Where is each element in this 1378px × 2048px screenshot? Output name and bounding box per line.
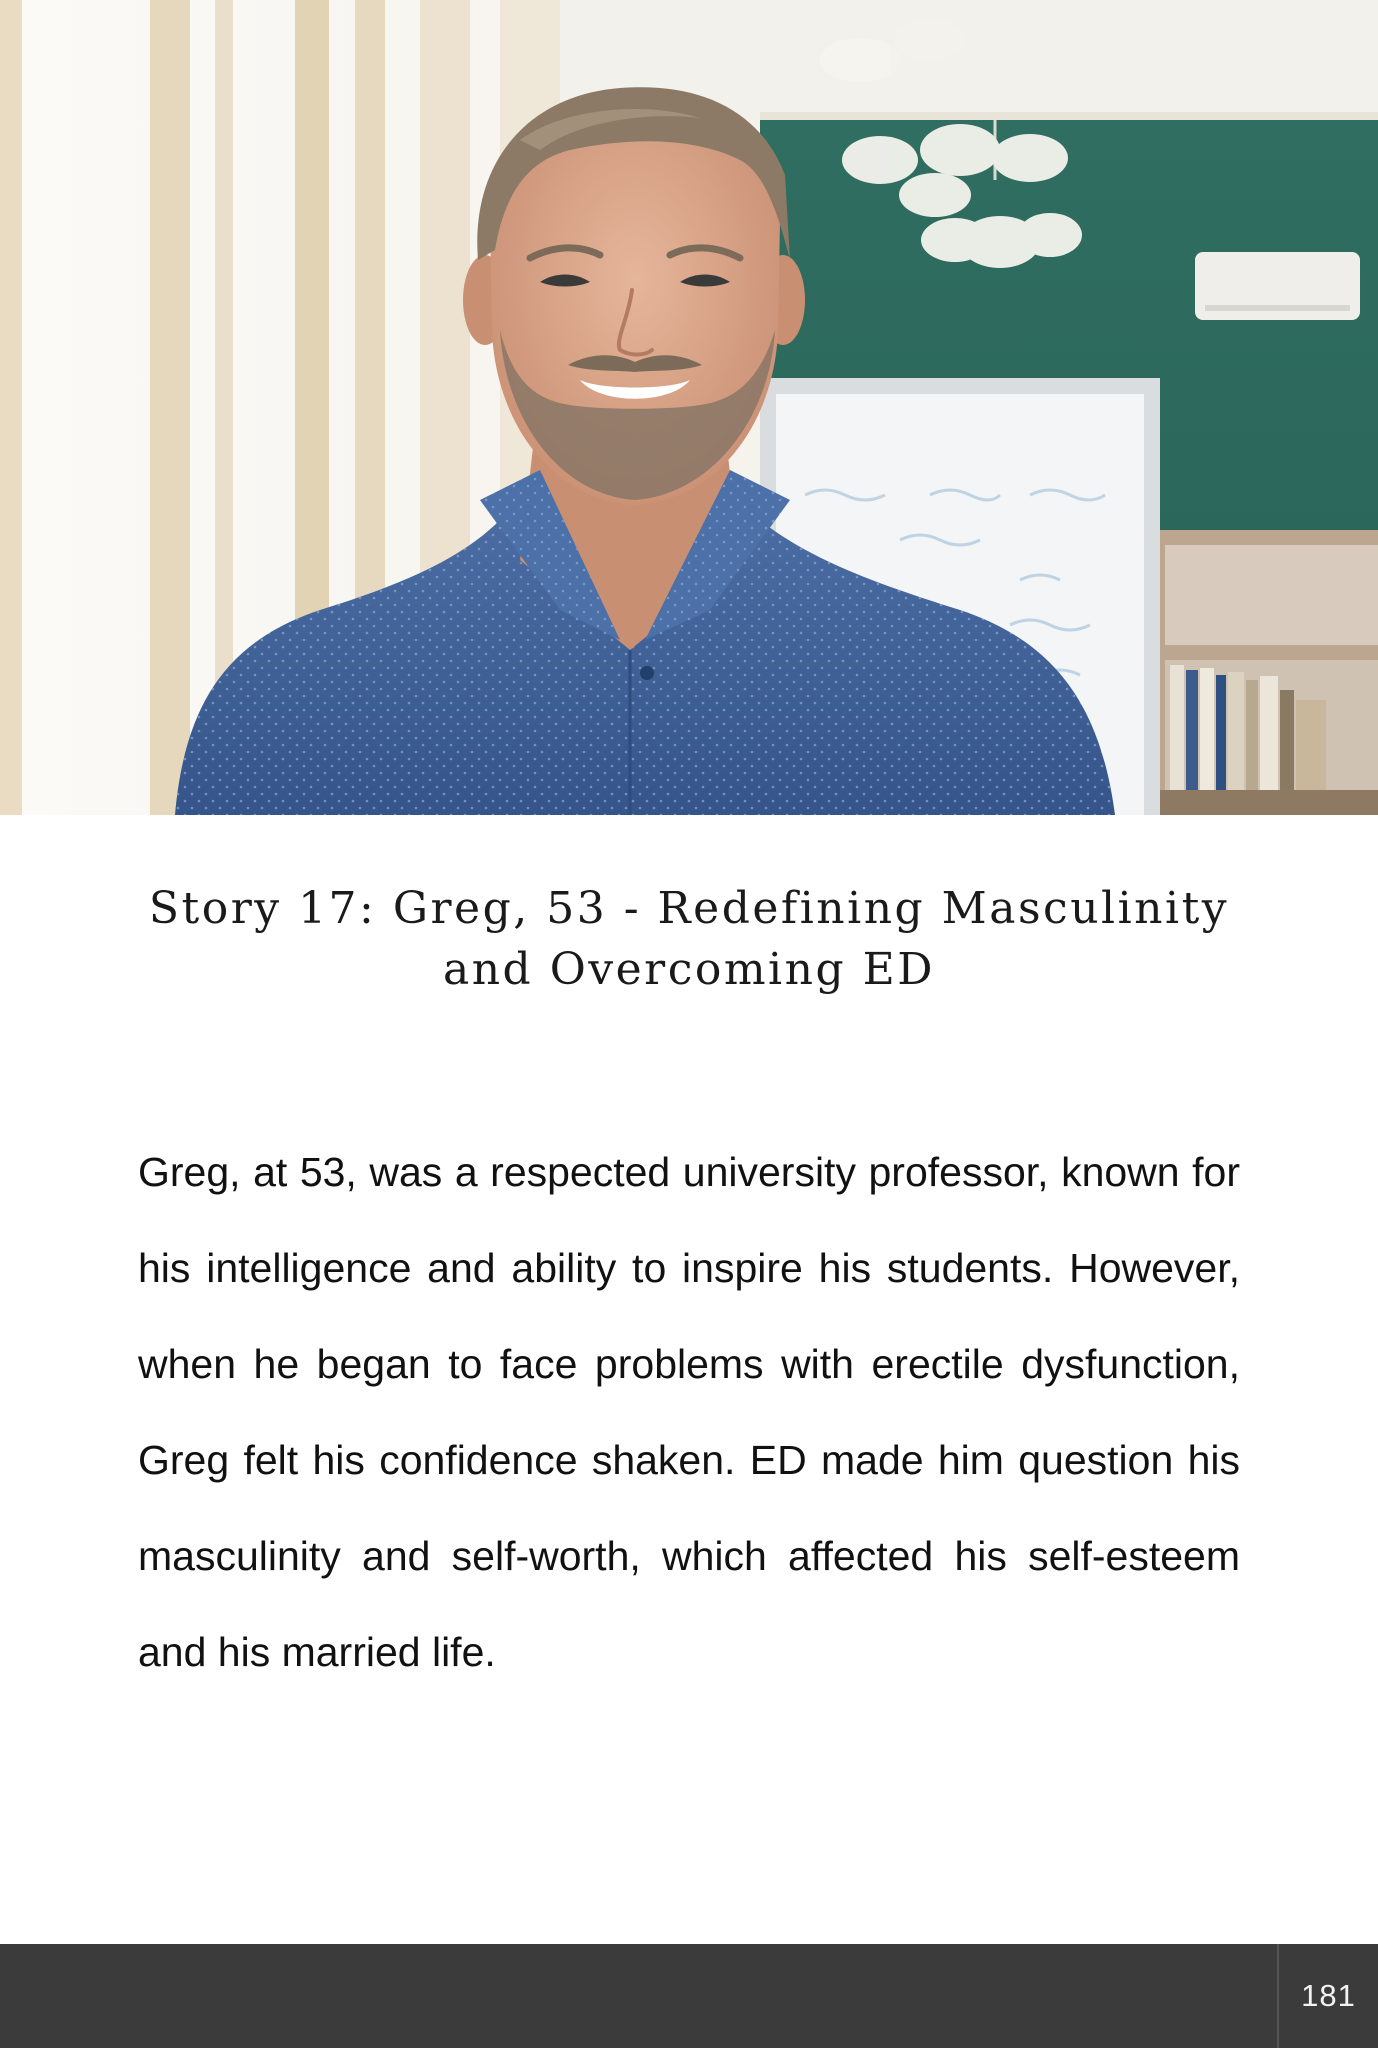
story-title: Story 17: Greg, 53 - Redefining Masculinity and Overcoming ED — [148, 883, 1230, 995]
page-number: 181 — [1301, 1978, 1356, 2013]
hero-photo — [0, 0, 1378, 815]
portrait-illustration — [0, 0, 1378, 815]
story-paragraph: Greg, at 53, was a respected university professor, known for his intelligence and ability to inspire his students. However, when he began to face problems with erectile dysfunction, Greg felt his confidence shaken. ED made him question his masculinity and self-worth, which affected his self-esteem and his married life. — [138, 1149, 1240, 1675]
page-number-box — [1277, 1944, 1378, 2048]
footer-bar — [0, 1944, 1378, 2048]
